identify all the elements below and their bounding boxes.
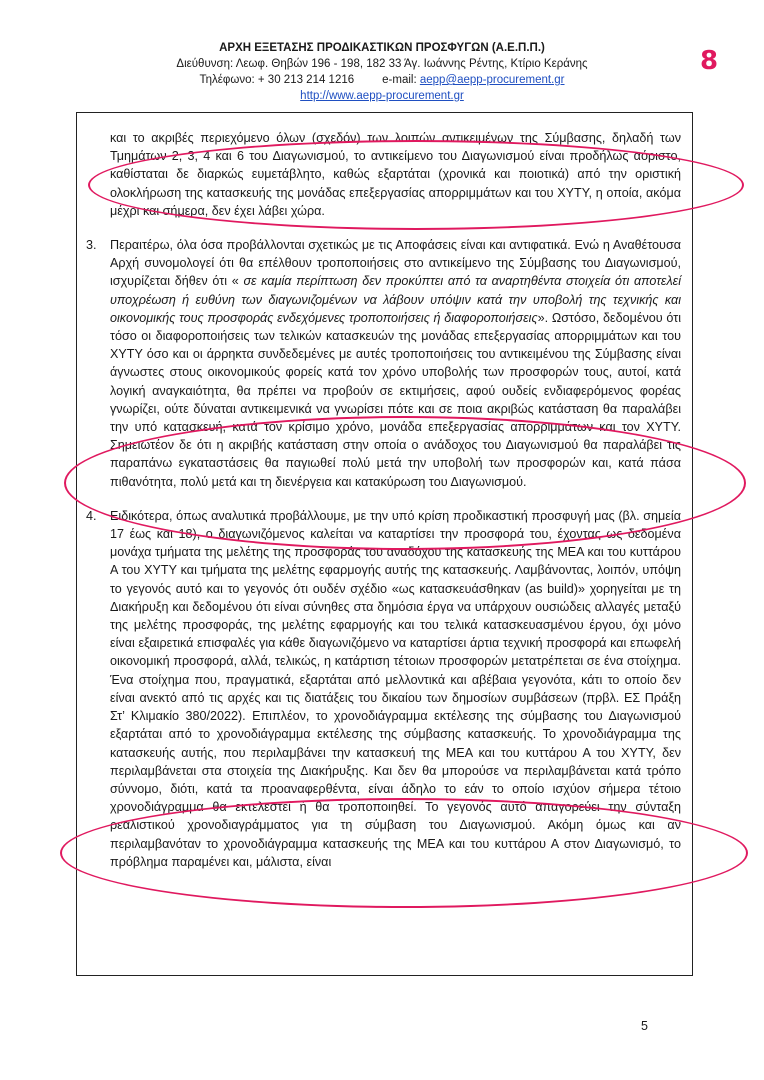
paragraph-number: 4.	[86, 508, 97, 523]
paragraph-4	[77, 507, 692, 871]
paragraph-text-after: ». Ωστόσο, δεδομένου ότι τόσο οι διαφοροποιήσεις των τελικών κατασκευών της μονάδας επεξεργασίας απορριμμάτων και του ΧΥΤΥ όσο και οι άρρηκτα συνδεδεμένες με αυτές τροποποιήσεις του αντικειμένου της Σύμβασης είναι άγνωστες στους οικονομικούς φορείς κατά τον χρόνο υποβολής των προσφορών τους, αυτοί, κατά λογική αναγκαιότητα, θα πρέπει να προβούν σε εκτιμήσεις, αφού ουδείς ενδιαφερόμενος φορέας γνωρίζει, ούτε δύναται αντικειμενικά να γνωρίσει πότε και σε ποια ακριβώς κατάσταση θα παραλάβει την υπό κατασκευή, κατά τον κρίσιμο χρόνο, μονάδα επεξεργασίας απορριμμάτων και τον ΧΥΤΥ. Σημειωτέον δε ότι η ακριβής κατάσταση στην οποία ο ανάδοχος του Διαγωνισμού θα παραλάβει τις παραπάνω εγκαταστάσεις θα παγιωθεί πολύ μετά την υποβολή των προσφορών και, κατά πάσα πιθανότητα, πολύ μετά και τη διενέργεια και κατακύρωση του Διαγωνισμού.	[110, 310, 681, 489]
paragraph-number: 3.	[86, 238, 97, 253]
email-link[interactable]: aepp@aepp-procurement.gr	[419, 74, 565, 86]
paragraph-text: και το ακριβές περιεχόμενο όλων (σχεδόν) των λοιπών αντικειμένων της Σύμβασης, δηλαδή των Τμημάτων 2, 3, 4 και 6 του Διαγωνισμού, το αντικείμενο του Διαγωνισμού είναι προδήλως αόριστο, καθίσταται δε διαρκώς ευμετάβλητο, καθώς εξαρτάται (χρονικά και ποιοτικά) από την οριστική ολοκλήρωση της κατασκευής της μονάδας επεξεργασίας απορριμμάτων και του ΧΥΤΥ, η οποία, ακόμα μέχρι και σήμερα, δεν έχει λάβει χώρα.	[110, 131, 681, 218]
paragraph-text: Ειδικότερα, όπως αναλυτικά προβάλλουμε, με την υπό κρίση προδικαστική προσφυγή μας (βλ. σημεία 17 έως και 18), ο διαγωνιζόμενος καλείται να καταρτίσει την προσφορά του, έχοντας ως δεδομένα μονάχα τμήματα της μελέτης της προσφοράς του αναδόχου της κατασκευής της ΜΕΑ και του κυττάρου Α του ΧΥΤΥ και τμήματα της μελέτης εφαρμογής αυτής της κατασκευής. Λαμβάνοντας, λοιπόν, υπόψη το γεγονός αυτό και το γεγονός ότι ουδέν σχέδιο «ως κατασκευάσθηκαν (as build)» χορηγείται με τη Διακήρυξη και δεδομένου ότι είναι σύνηθες στα δημόσια έργα να υπάρχουν ουσιώδεις αλλαγές μεταξύ της μελέτης προσφοράς, της μελέτης εφαρμογής και του τελικά κατασκευασμένου έργου, όχι μόνο είναι εξαιρετικά επισφαλές για κάθε διαγωνιζόμενο να καταρτίσει άρτια τεχνική προσφορά και επωφελή οικονομική προσφορά, αλλά, τελικώς, η κατάρτιση τέτοιων προσφορών μετατρέπεται σε ένα στοίχημα. Ένα στοίχημα που, πραγματικά, εξαρτάται από μελλοντικά και αβέβαια γεγονότα, κάτι το οποίο δεν είναι ανεκτό από τις αρχές και τις διατάξεις του δικαίου των δημοσίων συμβάσεων (πρβλ. ΕΣ Πράξη Στ’ Κλιμακίο 380/2022). Επιπλέον, το χρονοδιάγραμμα εκτέλεσης της σύμβασης του Διαγωνισμού εξαρτάται από το χρονοδιάγραμμα εκτέλεσης της σύμβασης κατασκευής. Το χρονοδιάγραμμα της κατασκευής αυτής, που περιλαμβάνει την κατασκευή της ΜΕΑ και του κυττάρου Α του ΧΥΤΥ, δεν περιλαμβάνεται στα στοιχεία της Διακήρυξης. Και δεν θα μπορούσε να περιλαμβάνεται κατά τρόπο σύννομο, διότι, κατά τα προαναφερθέντα, είναι άδηλο το εάν το οποίο ισχύον σήμερα τέτοιο χρονοδιάγραμμα θα εκτελεστεί ή θα τροποποιηθεί. Το γεγονός αυτό απαγορεύει την σύνταξη ρεαλιστικού χρονοδιαγράμματος για τη σύμβαση του Διαγωνισμού. Ακόμη όμως και αν περιλαμβανόταν το χρονοδιάγραμμα κατασκευής της ΜΕΑ και του κυττάρου Α στον Διαγωνισμό, το πρόβλημα παραμένει και, μάλιστα, είναι	[110, 508, 681, 869]
paragraph-3	[77, 236, 692, 491]
page-number: 5	[641, 1019, 648, 1033]
paragraph-continuation	[77, 129, 692, 220]
contact-line	[0, 72, 764, 88]
handwritten-page-badge: 8	[700, 46, 719, 76]
paragraph-quote-italic: σε καμία περίπτωση δεν προκύπτει από τα αναρτηθέντα στοιχεία ότι αποτελεί υποχρέωση ή ευθύνη των διαγωνιζομένων να λάβουν υπόψιν κατά την υποβολή της τεχνικής και οικονομικής τους προσφοράς ενδεχόμενες τροποποιήσεις ή διαφοροποιήσεις	[110, 274, 681, 325]
email-label: e-mail:	[382, 74, 417, 86]
website-line	[0, 88, 764, 104]
paragraph-text-before: Περαιτέρω, όλα όσα προβάλλονται σχετικώς με τις Αποφάσεις είναι και αντιφατικά. Ενώ η Αναθέτουσα Αρχή συνομολογεί ότι θα επέλθουν τροποποιήσεις στο αντικείμενο της Σύμβασης του Διαγωνισμού, ισχυρίζεται δήθεν ότι «	[110, 238, 681, 289]
document-header	[0, 40, 764, 104]
frame-content	[77, 129, 692, 871]
authority-name: ΑΡΧΗ ΕΞΕΤΑΣΗΣ ΠΡΟΔΙΚΑΣΤΙΚΩΝ ΠΡΟΣΦΥΓΩΝ (Α.Ε.Π.Π.)	[219, 42, 545, 54]
phone-text: Τηλέφωνο: + 30 213 214 1216	[199, 74, 355, 86]
quoted-text-frame	[76, 112, 693, 976]
authority-address: Διεύθυνση: Λεωφ. Θηβών 196 - 198, 182 33 Άγ. Ιωάννης Ρέντης, Κτίριο Κεράνης	[176, 58, 588, 70]
website-link[interactable]: http://www.aepp-procurement.gr	[300, 90, 464, 102]
